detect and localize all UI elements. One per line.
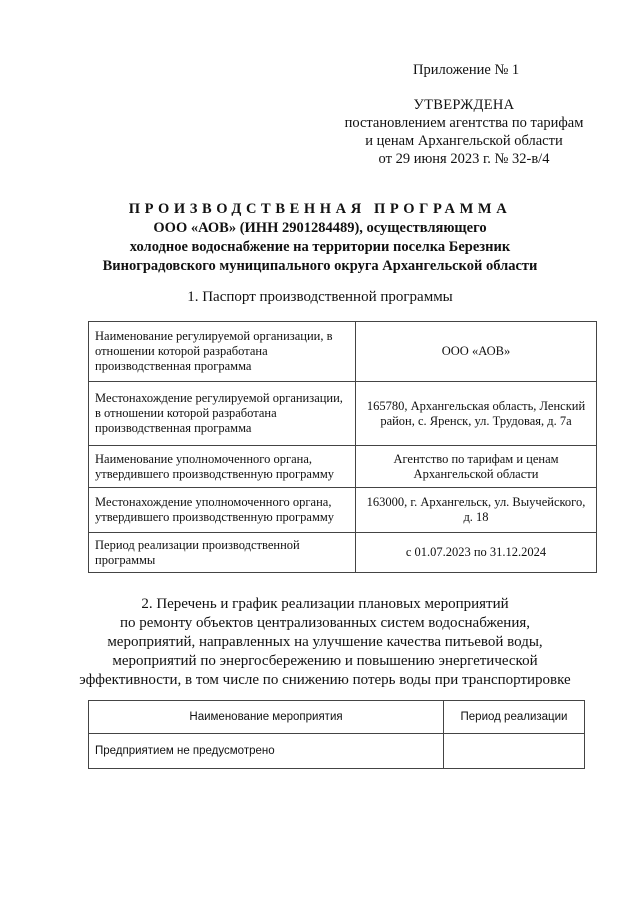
section-1-heading: 1. Паспорт производственной программы [187,289,453,305]
document-title [90,200,550,276]
passport-label: Наименование уполномоченного органа, утвердившего производственную программу [89,446,356,488]
passport-table [88,321,597,573]
section-2-line: эффективности, в том числе по снижению потерь воды при транспортировке [79,672,571,688]
appendix-label: Приложение № 1 [413,62,520,78]
passport-value: 165780, Архангельская область, Ленский район, с. Яренск, ул. Трудовая, д. 7а [356,382,597,446]
title-organization: ООО «АОВ» (ИНН 2901284489), осуществляющего [153,220,487,236]
approval-line: и ценам Архангельской области [365,133,563,149]
section-2-line: мероприятий, направленных на улучшение качества питьевой воды, [107,634,543,650]
table-row [89,488,597,533]
title-territory: Виноградовского муниципального округа Архангельской области [102,258,538,274]
section-2-line: 2. Перечень и график реализации плановых мероприятий [141,596,509,612]
title-program: ПРОИЗВОДСТВЕННАЯ ПРОГРАММА [128,201,512,217]
passport-label: Местонахождение уполномоченного органа, утвердившего производственную программу [89,488,356,533]
column-header-event-name: Наименование мероприятия [89,701,444,734]
section-2-line: по ремонту объектов централизованных систем водоснабжения, [119,615,530,631]
events-table [88,700,585,769]
passport-label: Период реализации производственной программы [89,533,356,573]
passport-value: ООО «АОВ» [356,322,597,382]
passport-value: с 01.07.2023 по 31.12.2024 [356,533,597,573]
table-header-row [89,701,585,734]
title-service: холодное водоснабжение на территории поселка Березник [129,239,511,255]
passport-label: Наименование регулируемой организации, в отношении которой разработана производственная программа [89,322,356,382]
passport-value: 163000, г. Архангельск, ул. Выучейского, д. 18 [356,488,597,533]
approval-heading: УТВЕРЖДЕНА [413,97,515,113]
passport-value: Агентство по тарифам и ценам Архангельской области [356,446,597,488]
event-period-cell [444,734,585,769]
approval-line: постановлением агентства по тарифам [344,115,584,131]
event-name-cell: Предприятием не предусмотрено [89,734,444,769]
approval-date: от 29 июня 2023 г. № 32-в/4 [378,151,550,167]
table-row [89,533,597,573]
section-2-heading [60,595,590,690]
table-row [89,382,597,446]
section-2-line: мероприятий по энергосбережению и повышению энергетической [112,653,538,669]
table-row [89,322,597,382]
table-row [89,446,597,488]
approval-block [340,96,588,168]
table-row [89,734,585,769]
column-header-period: Период реализации [444,701,585,734]
passport-label: Местонахождение регулируемой организации, в отношении которой разработана производственная программа [89,382,356,446]
